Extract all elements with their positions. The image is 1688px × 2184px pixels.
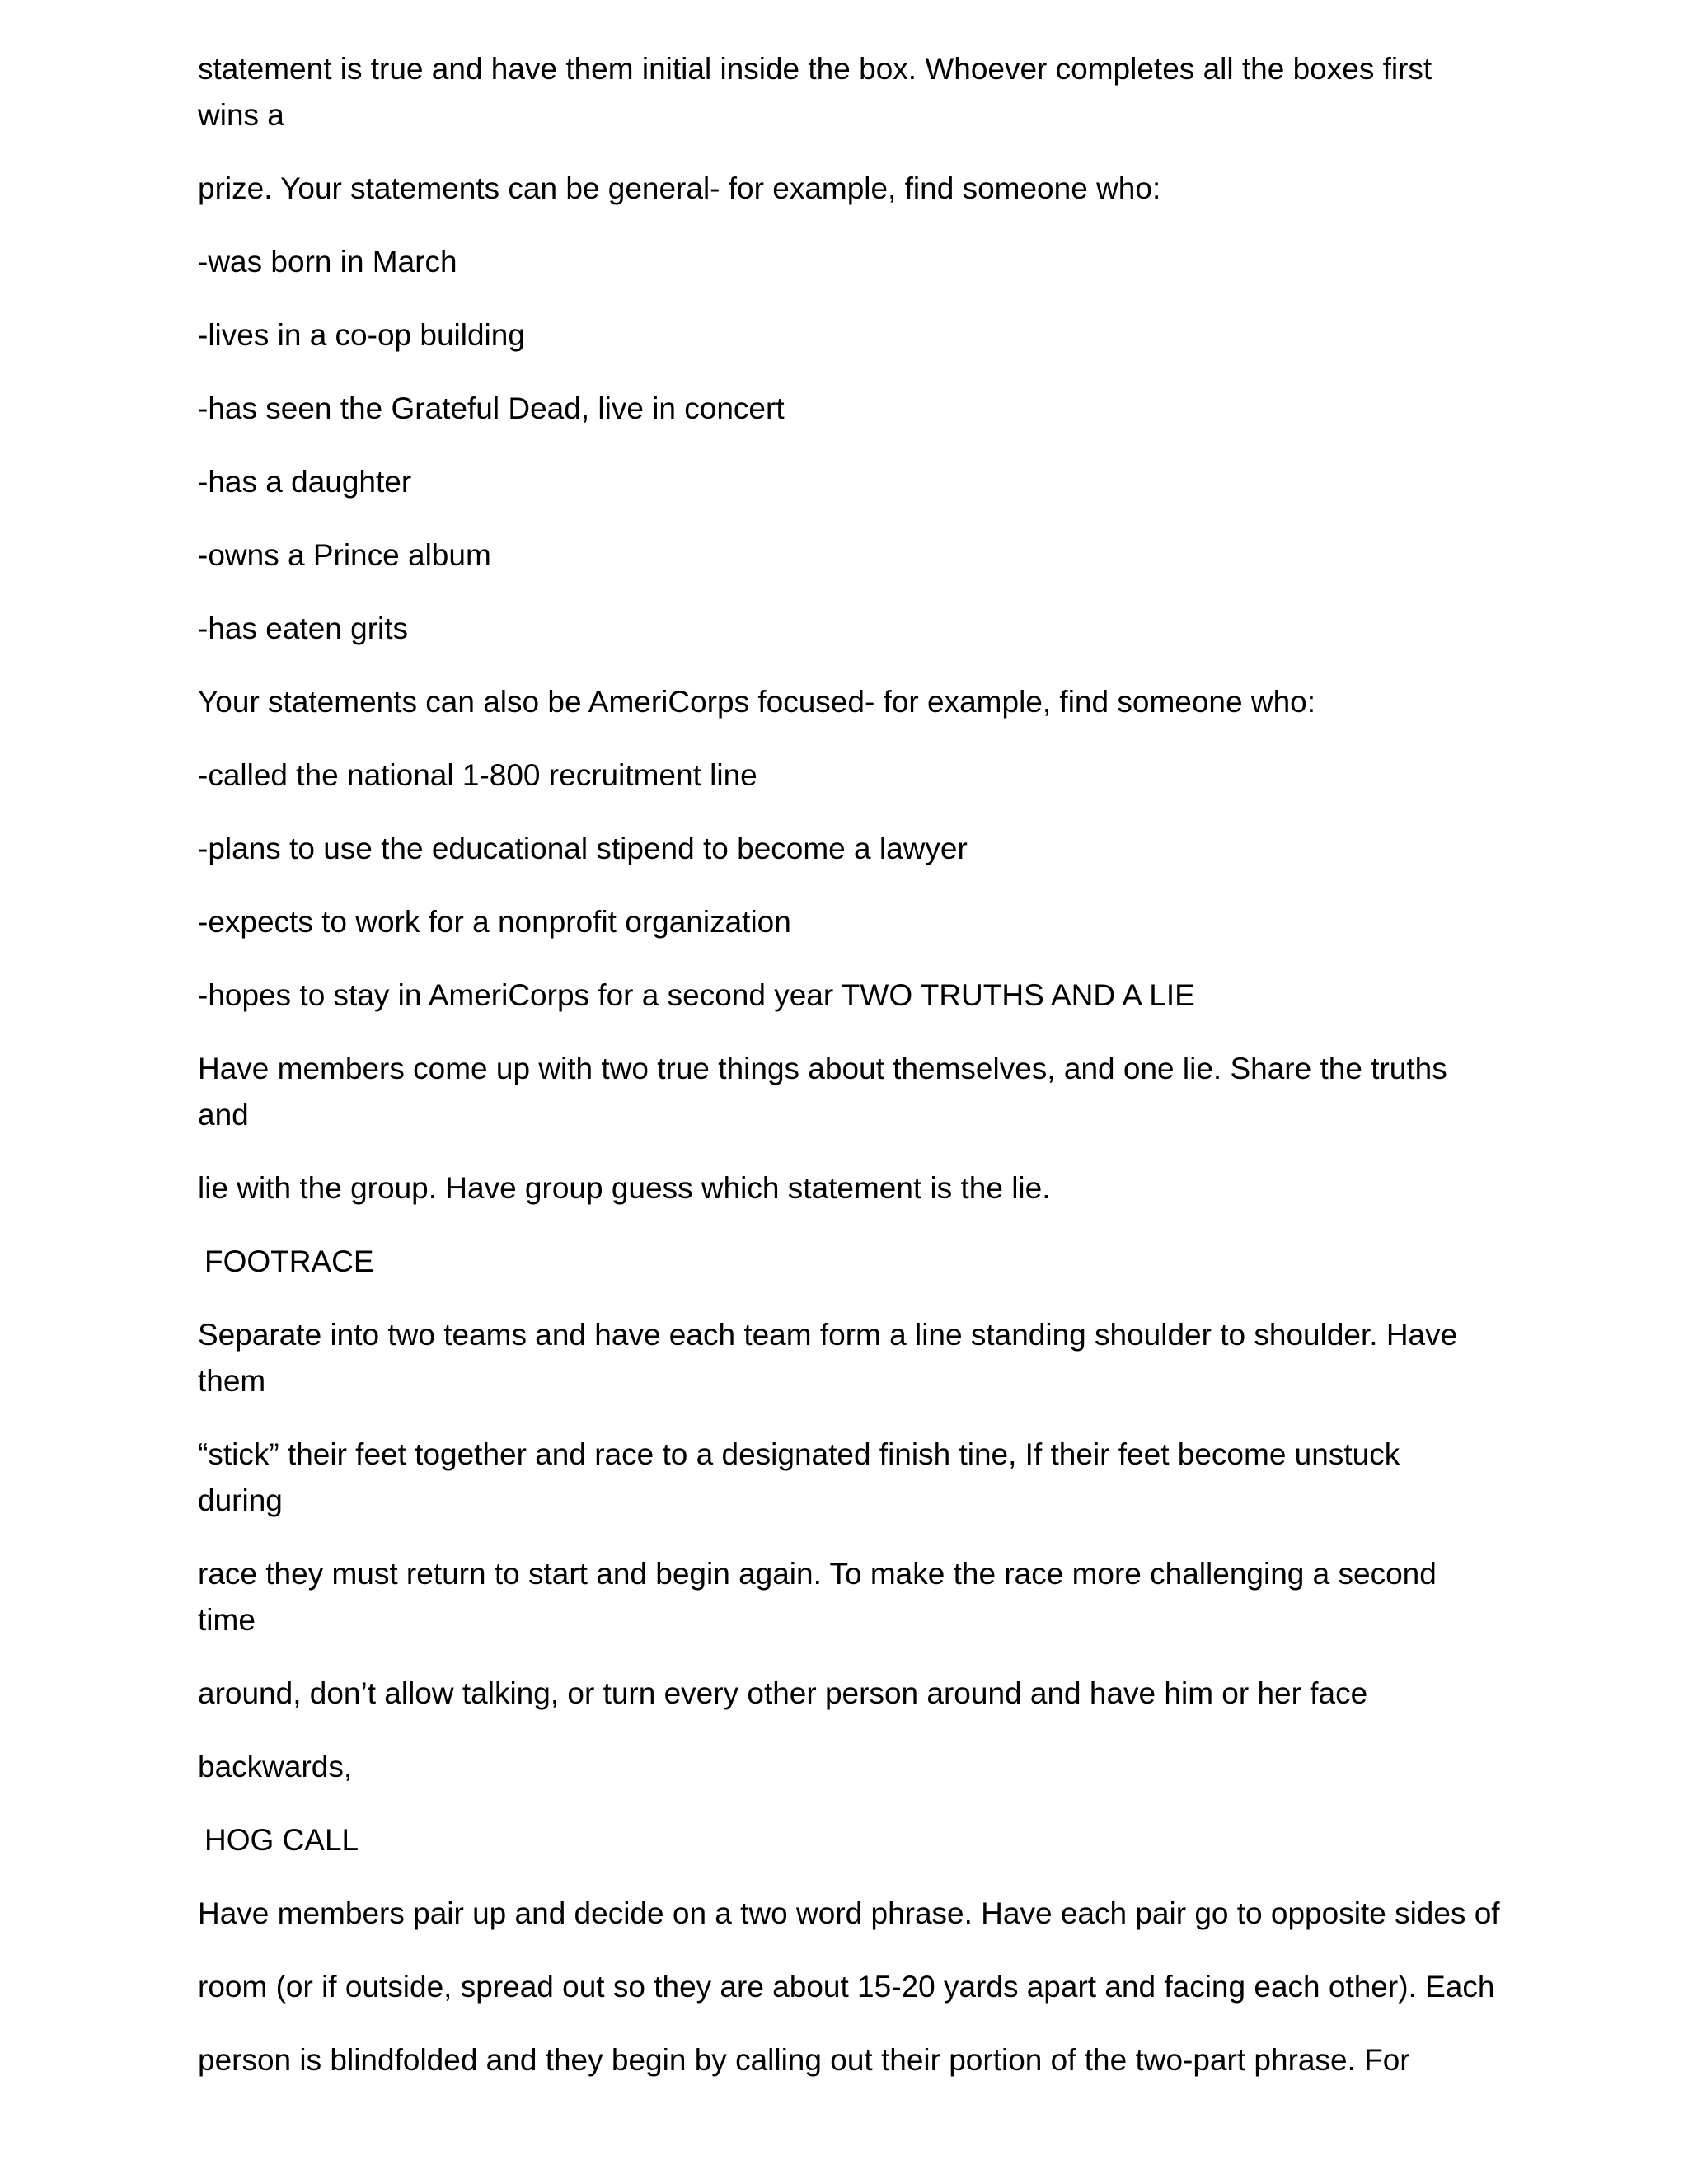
text-line: room (or if outside, spread out so they are about 15-20 yards apart and facing each other). Each (198, 1970, 1495, 2004)
text-line: Separate into two teams and have each team form a line standing shoulder to shoulder. Have (198, 1318, 1458, 1352)
list-item: -was born in March (198, 245, 457, 279)
list-item: -expects to work for a nonprofit organization (198, 905, 791, 939)
text-line: person is blindfolded and they begin by calling out their portion of the two-part phrase. For (198, 2043, 1410, 2077)
list-item: -hopes to stay in AmeriCorps for a second year TWO TRUTHS AND A LIE (198, 978, 1195, 1012)
text-line: statement is true and have them initial inside the box. Whoever completes all the boxes first (198, 52, 1432, 86)
list-item: -owns a Prince album (198, 538, 491, 572)
text-line: backwards, (198, 1750, 353, 1783)
text-line: lie with the group. Have group guess which statement is the lie. (198, 1171, 1051, 1205)
text-line: “stick” their feet together and race to a designated finish tine, If their feet become unstuck (198, 1437, 1400, 1471)
text-line: Have members pair up and decide on a two word phrase. Have each pair go to opposite sides of (198, 1896, 1500, 1930)
text-line: prize. Your statements can be general- for example, find someone who: (198, 171, 1161, 205)
text-line: race they must return to start and begin again. To make the race more challenging a second (198, 1557, 1437, 1591)
text-line: time (198, 1603, 256, 1637)
text-line: around, don’t allow talking, or turn every other person around and have him or her face (198, 1676, 1368, 1710)
list-item: -called the national 1-800 recruitment line (198, 758, 757, 792)
text-line: Your statements can also be AmeriCorps focused- for example, find someone who: (198, 685, 1316, 719)
list-item: -has eaten grits (198, 612, 409, 645)
text-line: wins a (198, 98, 284, 132)
list-item: -lives in a co-op building (198, 318, 525, 352)
section-heading: FOOTRACE (204, 1244, 374, 1278)
text-line: during (198, 1483, 283, 1517)
text-line: and (198, 1098, 249, 1132)
list-item: -has seen the Grateful Dead, live in concert (198, 391, 785, 425)
text-line: them (198, 1364, 266, 1398)
list-item: -has a daughter (198, 465, 412, 499)
section-heading: HOG CALL (204, 1823, 359, 1857)
list-item: -plans to use the educational stipend to become a lawyer (198, 832, 968, 865)
text-line: Have members come up with two true things about themselves, and one lie. Share the truths (198, 1052, 1447, 1085)
